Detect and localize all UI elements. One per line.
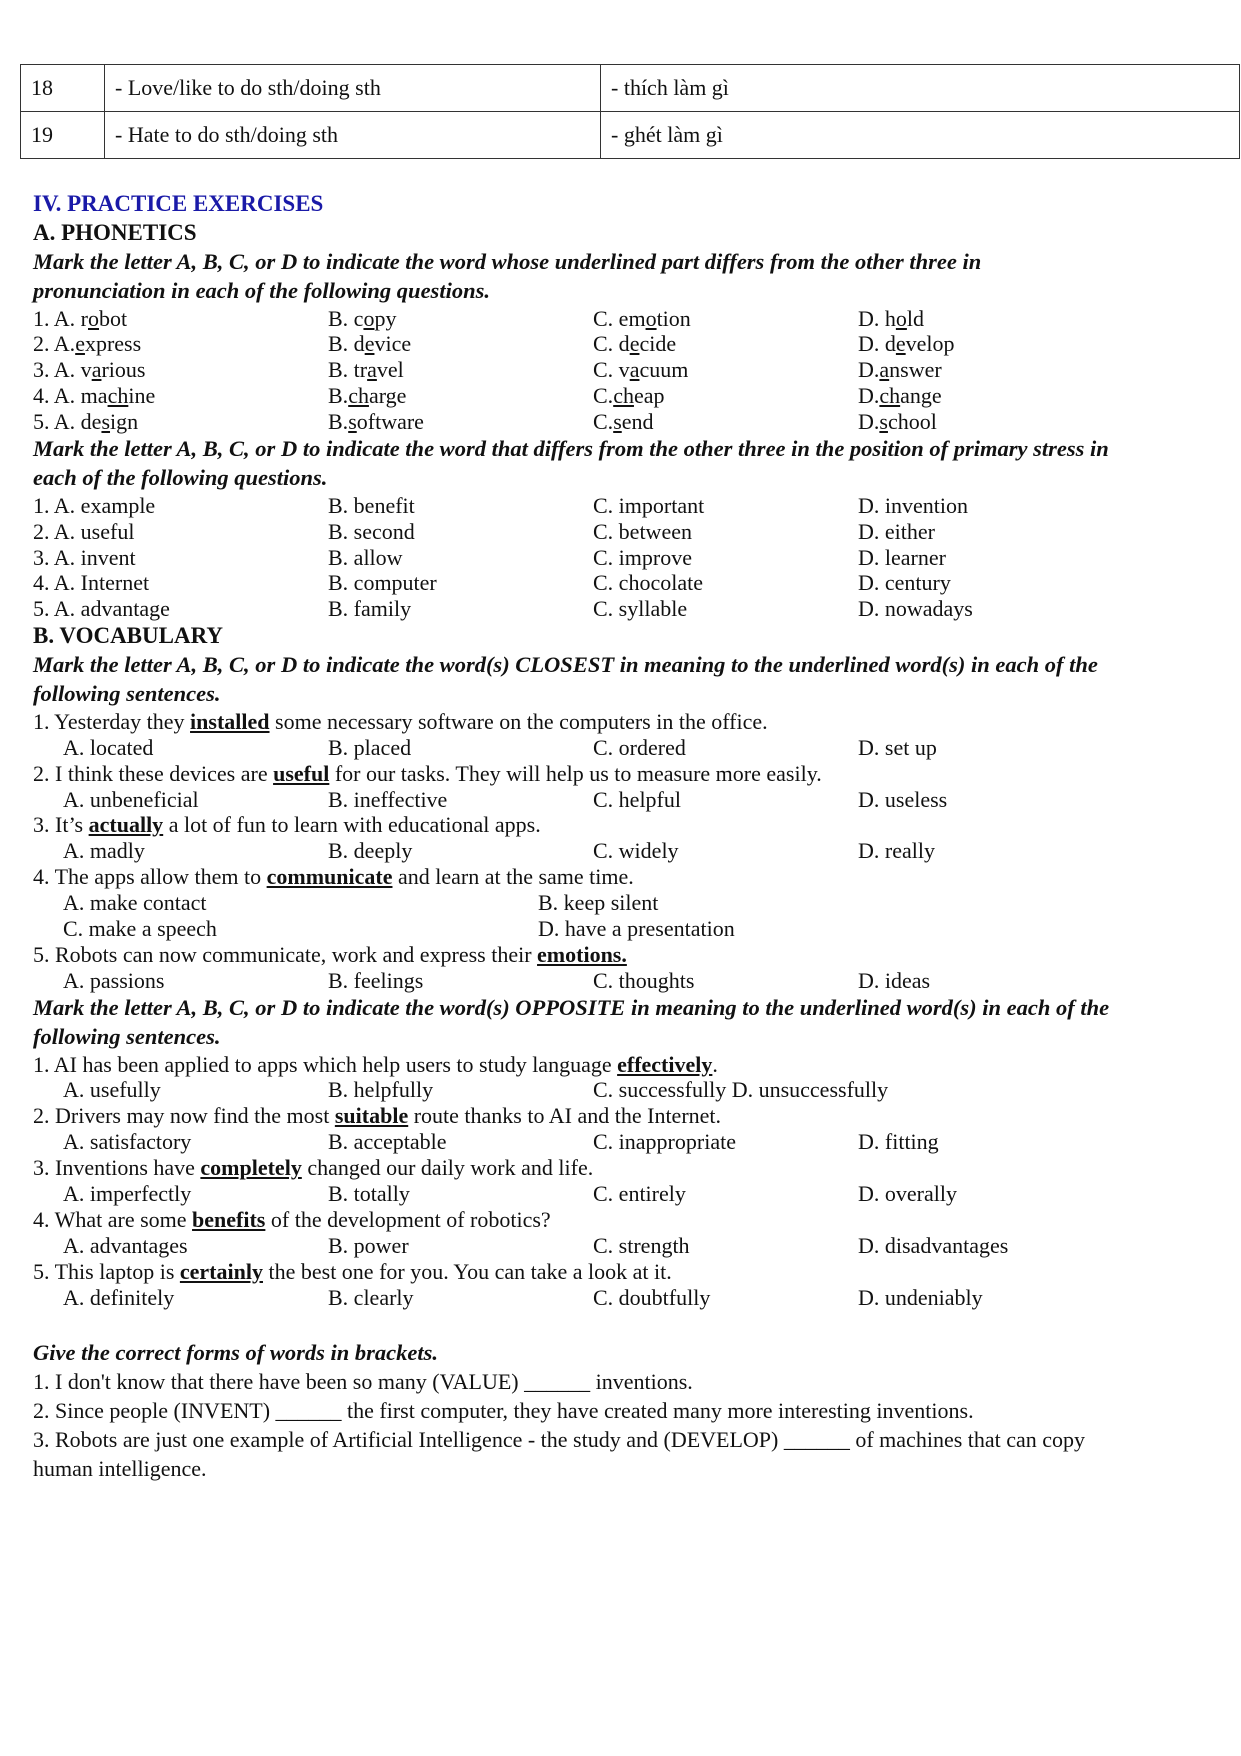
- option-text: B. tr: [328, 357, 368, 383]
- answer-option: [858, 357, 1158, 383]
- sentence-text: and learn at the same time.: [392, 864, 634, 890]
- answer-option: 5. A. advantage: [33, 596, 170, 622]
- answer-option: C. important: [593, 492, 705, 518]
- options-row: [33, 838, 1233, 864]
- answer-option: C. successfully D. unsuccessfully: [593, 1077, 889, 1103]
- section-title: IV. PRACTICE EXERCISES: [33, 191, 324, 216]
- instruction: Mark the letter A, B, C, or D to indicate the word(s) OPPOSITE in meaning to the underlined word(s) in each of the: [33, 994, 1110, 1020]
- answer-option: A. usefully: [63, 1077, 161, 1103]
- sentence-text: 2. I think these devices are: [33, 760, 274, 786]
- answer-option: A. imperfectly: [63, 1180, 192, 1206]
- option-text: vel: [376, 357, 404, 383]
- answer-option: B. deeply: [328, 838, 413, 864]
- answer-option: [33, 409, 328, 435]
- answer-option: A. located: [63, 734, 154, 760]
- underlined-sound: e: [895, 331, 906, 357]
- underlined-sound: e: [75, 331, 85, 357]
- option-text: rious: [101, 357, 146, 383]
- options-row: [33, 916, 1233, 942]
- answer-option: [328, 331, 593, 357]
- answer-option: B. benefit: [328, 492, 415, 518]
- row-meaning: - ghét làm gì: [601, 112, 1240, 159]
- answer-option: [328, 306, 593, 332]
- answer-option: A. make contact: [63, 890, 207, 916]
- instruction: Mark the letter A, B, C, or D to indicate the word(s) CLOSEST in meaning to the underlined word(s) in each of the: [33, 652, 1098, 678]
- sentence-text: .: [712, 1051, 718, 1077]
- closest-questions: [33, 709, 1233, 994]
- answer-option: C. thoughts: [593, 967, 695, 993]
- options-row: [33, 1181, 1233, 1207]
- question-text: [33, 1207, 1233, 1233]
- question-row: [33, 570, 1233, 596]
- keyword: certainly: [179, 1258, 263, 1284]
- underlined-sound: ch: [107, 383, 129, 409]
- answer-option: A. madly: [63, 838, 145, 864]
- answer-option: B. ineffective: [328, 786, 448, 812]
- sentence-text: 1. AI has been applied to apps which help users to study language: [33, 1051, 618, 1077]
- option-text: nswer: [889, 357, 942, 383]
- instruction: following sentences.: [33, 681, 221, 707]
- row-number: 18: [21, 65, 105, 112]
- option-text: ine: [128, 383, 156, 409]
- answer-option: B. allow: [328, 544, 403, 570]
- answer-option: 3. A. invent: [33, 544, 136, 570]
- sentence-text: 5. This laptop is: [33, 1258, 180, 1284]
- underlined-sound: o: [88, 305, 99, 331]
- option-text: 4. A. ma: [33, 383, 108, 409]
- answer-option: B. keep silent: [538, 890, 659, 916]
- sentence-text: 5. Robots can now communicate, work and express their: [33, 941, 538, 967]
- option-text: velop: [905, 331, 955, 357]
- option-text: C.: [593, 383, 614, 409]
- answer-option: 4. A. Internet: [33, 570, 150, 596]
- answer-option: B. feelings: [328, 967, 424, 993]
- sentence-text: 1. Yesterday they: [33, 708, 191, 734]
- answer-option: [593, 306, 858, 332]
- option-text: D. h: [858, 305, 896, 331]
- answer-option: D. invention: [858, 492, 968, 518]
- underlined-sound: ch: [613, 383, 634, 409]
- answer-option: C. doubtfully: [593, 1284, 711, 1310]
- option-text: oftware: [356, 409, 424, 435]
- word-form-question: 3. Robots are just one example of Artificial Intelligence - the study and (DEVELOP) ______ of machines that can copy: [33, 1426, 1086, 1452]
- option-text: C.: [593, 409, 614, 435]
- answer-option: D. fitting: [858, 1129, 939, 1155]
- answer-option: [328, 383, 593, 409]
- question-row: [33, 383, 1233, 409]
- vocabulary-table: [20, 64, 1240, 159]
- instruction: each of the following questions.: [33, 464, 328, 490]
- row-meaning: - thích làm gì: [601, 65, 1240, 112]
- option-text: py: [374, 305, 397, 331]
- underlined-sound: e: [629, 331, 640, 357]
- answer-option: C. ordered: [593, 734, 686, 760]
- answer-option: B. computer: [328, 570, 437, 596]
- question-text: [33, 1155, 1233, 1181]
- answer-option: [593, 409, 858, 435]
- question-text: [33, 1259, 1233, 1285]
- answer-option: B. second: [328, 518, 415, 544]
- answer-option: D. either: [858, 518, 935, 544]
- underlined-sound: o: [895, 305, 907, 331]
- option-text: vice: [374, 331, 412, 357]
- keyword: installed: [190, 708, 270, 734]
- answer-option: [33, 306, 328, 332]
- answer-option: [33, 383, 328, 409]
- answer-option: D. century: [858, 570, 951, 596]
- instruction: Give the correct forms of words in brackets.: [33, 1340, 438, 1366]
- sentence-text: 4. What are some: [33, 1206, 193, 1232]
- table-row: [21, 112, 1240, 159]
- option-text: bot: [99, 305, 128, 331]
- keyword: benefits: [192, 1206, 266, 1232]
- answer-option: B. totally: [328, 1180, 410, 1206]
- underlined-sound: ch: [879, 383, 901, 409]
- question-row: [33, 596, 1233, 622]
- sentence-text: a lot of fun to learn with educational apps.: [163, 812, 541, 838]
- underlined-sound: s: [348, 409, 357, 435]
- question-row: [33, 357, 1233, 383]
- underlined-sound: o: [363, 305, 375, 331]
- vocabulary-heading: B. VOCABULARY: [33, 623, 223, 649]
- answer-option: C. inappropriate: [593, 1129, 736, 1155]
- options-row: [33, 1077, 1233, 1103]
- sentence-text: 2. Drivers may now find the most: [33, 1103, 335, 1129]
- sentence-text: 3. It’s: [33, 812, 89, 838]
- keyword: useful: [273, 760, 330, 786]
- row-phrase: - Hate to do sth/doing sth: [105, 112, 601, 159]
- answer-option: A. unbeneficial: [63, 786, 199, 812]
- answer-option: C. between: [593, 518, 692, 544]
- answer-option: D. really: [858, 838, 935, 864]
- answer-option: C. helpful: [593, 786, 681, 812]
- answer-option: [33, 331, 328, 357]
- answer-option: D. learner: [858, 544, 946, 570]
- row-number: 19: [21, 112, 105, 159]
- answer-option: C. strength: [593, 1232, 690, 1258]
- options-row: [33, 1285, 1233, 1311]
- option-text: C. v: [593, 357, 630, 383]
- underlined-sound: s: [101, 409, 111, 435]
- options-row: [33, 1129, 1233, 1155]
- answer-option: [593, 331, 858, 357]
- option-text: 5. A. de: [33, 409, 102, 435]
- option-text: ld: [906, 305, 925, 331]
- answer-option: D. have a presentation: [538, 916, 735, 942]
- answer-option: [593, 383, 858, 409]
- word-form-question: human intelligence.: [33, 1455, 207, 1481]
- sentence-text: some necessary software on the computers in the office.: [269, 708, 768, 734]
- underlined-sound: o: [645, 305, 657, 331]
- answer-option: [328, 409, 593, 435]
- option-text: ange: [900, 383, 942, 409]
- answer-option: A. definitely: [63, 1284, 175, 1310]
- underlined-sound: a: [91, 357, 102, 383]
- underlined-sound: a: [367, 357, 377, 383]
- option-text: D.: [858, 409, 880, 435]
- answer-option: B. placed: [328, 734, 412, 760]
- keyword: emotions.: [537, 941, 627, 967]
- row-phrase: - Love/like to do sth/doing sth: [105, 65, 601, 112]
- answer-option: B. family: [328, 596, 412, 622]
- phonetics-heading: A. PHONETICS: [33, 219, 197, 245]
- question-row: [33, 493, 1233, 519]
- option-text: B. d: [328, 331, 365, 357]
- answer-option: D. useless: [858, 786, 948, 812]
- question-row: [33, 331, 1233, 357]
- option-text: D. d: [858, 331, 896, 357]
- question-text: [33, 812, 1233, 838]
- question-text: [33, 1103, 1233, 1129]
- option-text: D.: [858, 383, 880, 409]
- spacer: [33, 1310, 1233, 1339]
- answer-option: D. ideas: [858, 967, 931, 993]
- answer-option: [858, 331, 1158, 357]
- opposite-questions: [33, 1052, 1233, 1311]
- answer-option: C. improve: [593, 544, 692, 570]
- answer-option: [593, 357, 858, 383]
- keyword: completely: [200, 1155, 302, 1181]
- instruction: Mark the letter A, B, C, or D to indicate the word whose underlined part differs from the other three in: [33, 248, 982, 274]
- answer-option: B. acceptable: [328, 1129, 447, 1155]
- stress-questions: [33, 493, 1233, 622]
- answer-option: A. satisfactory: [63, 1129, 192, 1155]
- answer-option: C. make a speech: [63, 916, 217, 942]
- keyword: communicate: [266, 864, 393, 890]
- pronunciation-questions: [33, 306, 1233, 435]
- question-text: [33, 942, 1233, 968]
- options-row: [33, 735, 1233, 761]
- answer-option: [858, 306, 1158, 332]
- underlined-sound: ch: [348, 383, 369, 409]
- option-text: B. c: [328, 305, 364, 331]
- option-text: B.: [328, 383, 349, 409]
- underlined-sound: e: [364, 331, 375, 357]
- question-row: [33, 545, 1233, 571]
- word-form-question: 1. I don't know that there have been so many (VALUE) ______ inventions.: [33, 1369, 693, 1395]
- option-text: C. em: [593, 305, 646, 331]
- instruction: Mark the letter A, B, C, or D to indicate the word that differs from the other three in the position of primary stress in: [33, 436, 1109, 462]
- sentence-text: route thanks to AI and the Internet.: [408, 1103, 722, 1129]
- answer-option: B. power: [328, 1232, 409, 1258]
- answer-option: C. entirely: [593, 1180, 686, 1206]
- question-text: [33, 864, 1233, 890]
- answer-option: A. passions: [63, 967, 165, 993]
- answer-option: D. undeniably: [858, 1284, 983, 1310]
- keyword: suitable: [334, 1103, 409, 1129]
- option-text: cuum: [639, 357, 689, 383]
- underlined-sound: s: [613, 409, 622, 435]
- option-text: eap: [633, 383, 665, 409]
- question-text: [33, 1052, 1233, 1078]
- question-text: [33, 709, 1233, 735]
- option-text: tion: [656, 305, 691, 331]
- underlined-sound: a: [879, 357, 890, 383]
- keyword: effectively: [617, 1051, 713, 1077]
- table-row: [21, 65, 1240, 112]
- option-text: 1. A. r: [33, 305, 88, 331]
- sentence-text: 3. Inventions have: [33, 1155, 201, 1181]
- options-row: [33, 1233, 1233, 1259]
- answer-option: [328, 357, 593, 383]
- option-text: 3. A. v: [33, 357, 92, 383]
- sentence-text: changed our daily work and life.: [301, 1155, 594, 1181]
- sentence-text: the best one for you. You can take a look at it.: [262, 1258, 672, 1284]
- word-form-question: 2. Since people (INVENT) ______ the first computer, they have created many more interesting inventions.: [33, 1398, 974, 1424]
- answer-option: D. overally: [858, 1180, 957, 1206]
- question-text: [33, 761, 1233, 787]
- underlined-sound: s: [879, 409, 888, 435]
- instruction: pronunciation in each of the following questions.: [33, 277, 490, 303]
- option-text: D.: [858, 357, 880, 383]
- answer-option: [858, 409, 1158, 435]
- option-text: ign: [110, 409, 139, 435]
- answer-option: 2. A. useful: [33, 518, 135, 544]
- option-text: cide: [639, 331, 677, 357]
- answer-option: D. disadvantages: [858, 1232, 1009, 1258]
- options-row: [33, 787, 1233, 813]
- underlined-sound: a: [629, 357, 640, 383]
- answer-option: C. widely: [593, 838, 679, 864]
- option-text: C. d: [593, 331, 630, 357]
- option-text: xpress: [84, 331, 142, 357]
- answer-option: A. advantages: [63, 1232, 188, 1258]
- exercise-content: [33, 190, 1233, 1484]
- option-text: end: [621, 409, 654, 435]
- answer-option: C. syllable: [593, 596, 688, 622]
- answer-option: [858, 383, 1158, 409]
- option-text: arge: [368, 383, 407, 409]
- options-row: [33, 890, 1233, 916]
- answer-option: B. helpfully: [328, 1077, 434, 1103]
- answer-option: [33, 357, 328, 383]
- sentence-text: of the development of robotics?: [265, 1206, 551, 1232]
- option-text: B.: [328, 409, 349, 435]
- option-text: chool: [887, 409, 937, 435]
- sentence-text: for our tasks. They will help us to measure more easily.: [329, 760, 822, 786]
- question-row: [33, 409, 1233, 435]
- answer-option: D. nowadays: [858, 596, 973, 622]
- answer-option: C. chocolate: [593, 570, 703, 596]
- answer-option: 1. A. example: [33, 492, 156, 518]
- instruction: following sentences.: [33, 1023, 221, 1049]
- keyword: actually: [88, 812, 164, 838]
- options-row: [33, 968, 1233, 994]
- question-row: [33, 519, 1233, 545]
- option-text: 2. A.: [33, 331, 76, 357]
- answer-option: D. set up: [858, 734, 937, 760]
- sentence-text: 4. The apps allow them to: [33, 864, 267, 890]
- question-row: [33, 306, 1233, 332]
- answer-option: B. clearly: [328, 1284, 414, 1310]
